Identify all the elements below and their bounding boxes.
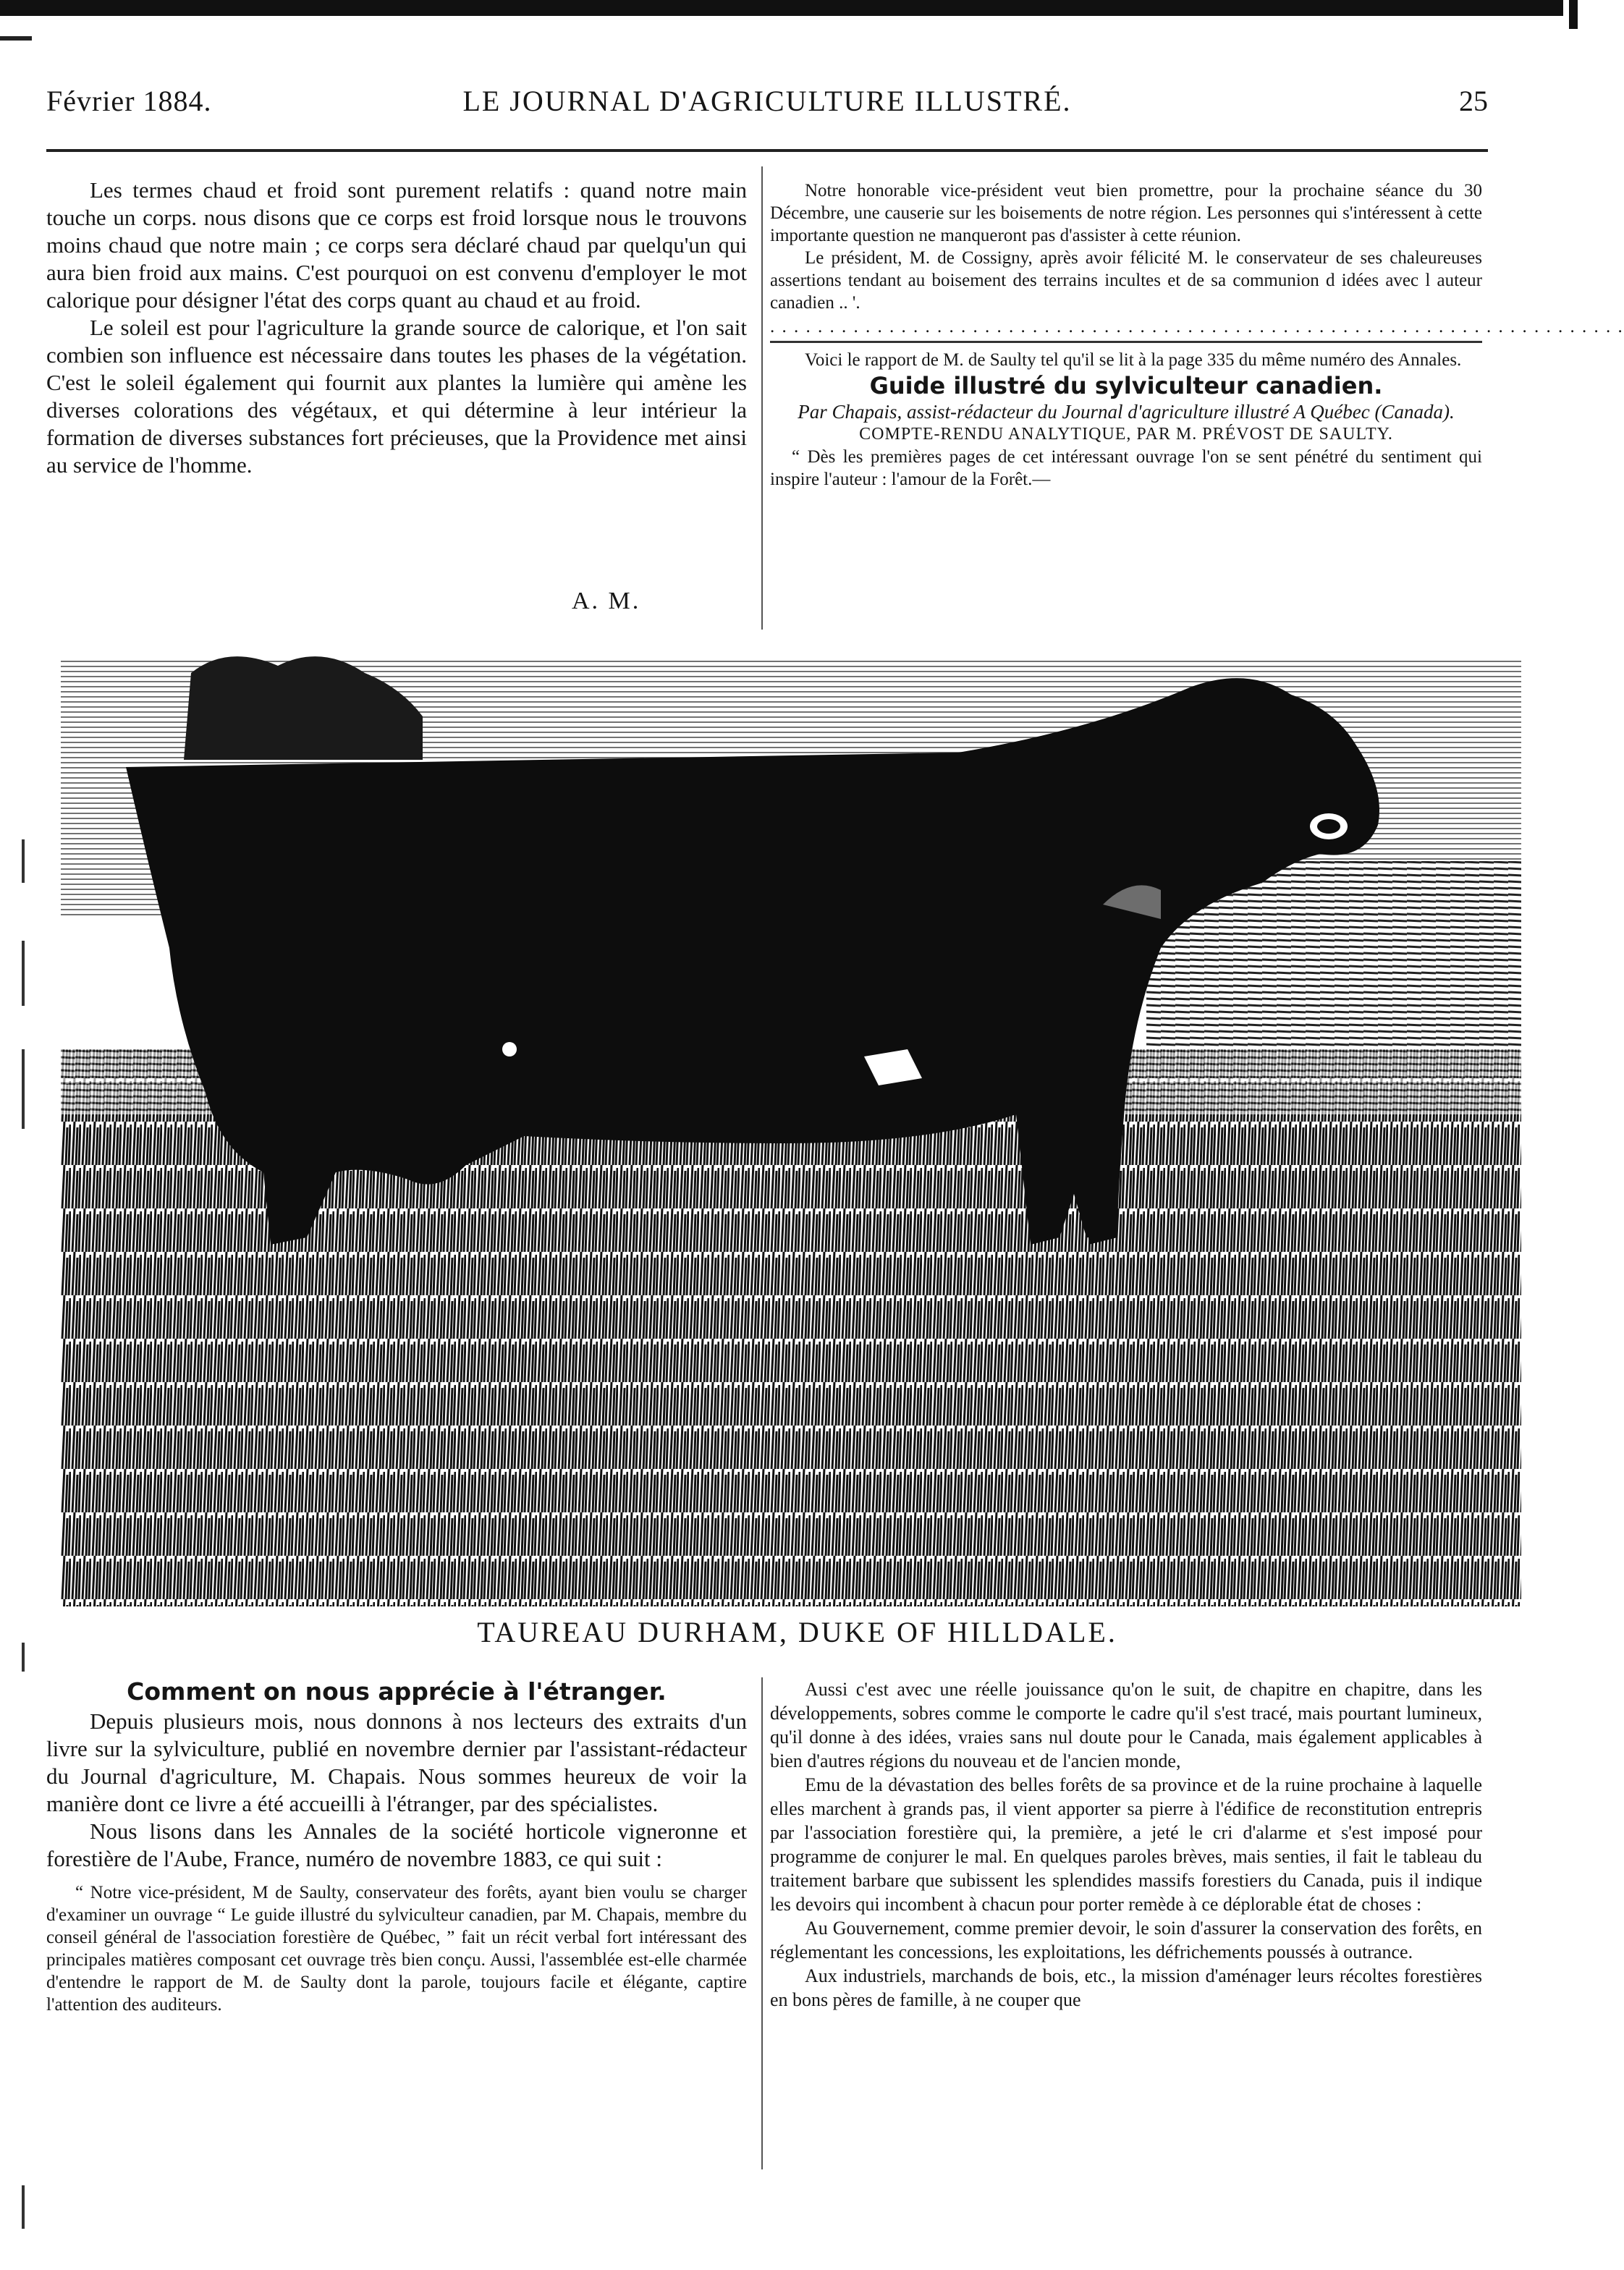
paragraph: Emu de la dévastation des belles forêts de sa province et de la ruine prochaine à laquelle elles marchent à grands pas, il vient apporter sa pierre à l'édifice de reconstitution entrepris par l'association forestière qui, la première, a jeté le cri d'alarme et s'est imposé pour programme de conjurer le mal. En quelques paroles brèves, mais senties, il fait le tableau du traitement barbare que subissent les splendides massifs forestiers du Canada, puis il indique les devoirs qui incombent à chacun pour porter remède à ce déplorable état de choses :	[770, 1774, 1482, 1915]
margin-mark	[22, 941, 25, 1006]
paragraph: Aux industriels, marchands de bois, etc., la mission d'aménager leurs récoltes forestières en bons pères de famille, à ne couper que	[770, 1965, 1482, 2010]
dotted-ellipsis: . . . . . . . . . . . . . . . . . . . . . . . . . . . . . . . . . . . . . . . . . . . . . . . . . . . . . . . . . . . . . . . . . . . . . . . .	[770, 317, 1624, 336]
header-rule	[46, 149, 1488, 152]
paragraph: Au Gouvernement, comme premier devoir, le soin d'assurer la conservation des forêts, en réglementant les concessions, les exploitations, les défrichements poussés à outrance.	[770, 1918, 1482, 1962]
corner-tick	[0, 36, 32, 41]
journal-title: LE JOURNAL D'AGRICULTURE ILLUSTRÉ.	[462, 85, 1072, 117]
paragraph: Le soleil est pour l'agriculture la grande source de calorique, et l'on sait combien son influence est nécessaire dans toutes les phases de la végétation. C'est le soleil également qui fournit aux plantes la lumière qui amène les diverses colorations des végétaux, et qui détermine à leur intérieur la formation de diverses substances fort précieuses, que la Providence met ainsi au service de l'homme.	[46, 315, 747, 478]
margin-mark	[22, 2185, 25, 2229]
article-appreciation	[46, 1676, 747, 2016]
page-number: 25	[1459, 85, 1488, 117]
bull-engraving	[61, 644, 1521, 1606]
quoted-report: “ Notre vice-président, M de Saulty, conservateur des forêts, ayant bien voulu se charger d'examiner un ouvrage “ Le guide illustré du sylviculteur canadien, par M. Chapais, membre du conseil général de l'association forestière de Québec, ” fait un récit verbal fort intéressant des principales matières composant cet ouvrage très bien conçu. Aussi, l'assemblée est-elle charmée d'entendre le rapport de M. de Saulty dont la parole, toujours facile et élégante, captire l'attention des auditeurs.	[46, 1883, 747, 2015]
paragraph: Aussi c'est avec une réelle jouissance qu'on le suit, de chapitre en chapitre, dans les développements, sobres comme le comporte le cadre qu'il s'est tracé, mais pourtant lumineux, qu'il donne à des idées, vraies sans nul doute pour le Canada, mais également applicables à bien d'autres régions du nouveau et de l'ancien monde,	[770, 1679, 1482, 1771]
paragraph: Notre honorable vice-président veut bien promettre, pour la prochaine séance du 30 Décembre, une causerie sur les boisements de notre région. Les personnes qui s'intéressent à cette importante question ne manqueront pas d'assister à cette réunion.	[770, 181, 1482, 245]
article-calorique	[46, 177, 747, 479]
paragraph: Voici le rapport de M. de Saulty tel qu'il se lit à la page 335 du même numéro des Annales.	[805, 350, 1462, 370]
article-guide-report	[770, 179, 1624, 491]
issue-date: Février 1884.	[46, 85, 212, 117]
margin-mark	[22, 1643, 25, 1672]
guide-byline: Par Chapais, assist-rédacteur du Journal d'agriculture illustré A Québec (Canada).	[798, 401, 1455, 423]
column-separator	[761, 1677, 763, 2169]
paragraph: Les termes chaud et froid sont purement relatifs : quand notre main touche un corps. nous disons que ce corps est froid lorsque nous le trouvons moins chaud que notre main ; ce corps sera déclaré chaud par quelqu'un qui aura bien froid aux mains. C'est pourquoi on est convenu d'employer le mot calorique pour désigner l'état des corps quant au chaud et au froid.	[46, 177, 747, 313]
paragraph: Le président, M. de Cossigny, après avoir félicité M. le conservateur de ses chaleureuses assertions tendant au boisement des terrains incultes et de sa communion d idées avec l auteur canadien .. '.	[770, 248, 1482, 313]
illustration-caption: TAUREAU DURHAM, DUKE OF HILLDALE.	[477, 1616, 1117, 1648]
article-heading: Comment on nous apprécie à l'étranger.	[127, 1677, 667, 1706]
page-header	[46, 84, 1488, 127]
paragraph: Depuis plusieurs mois, nous donnons à nos lecteurs des extraits d'un livre sur la sylviculture, publié en novembre dernier par l'assistant-rédacteur du Journal d'agriculture, M. Chapais. Nous sommes heureux de voir la manière dont ce livre a été accueilli à l'étranger, par des spécialistes.	[46, 1708, 747, 1816]
article-signature: A. M.	[572, 588, 641, 614]
paragraph: “ Dès les premières pages de cet intéressant ouvrage l'on se sent pénétré du sentiment qui inspire l'auteur : l'amour de la Forêt.—	[770, 447, 1482, 489]
paragraph: Nous lisons dans les Annales de la société horticole vigneronne et forestière de l'Aube, France, numéro de novembre 1883, ce qui suit :	[46, 1818, 747, 1871]
section-rule	[770, 341, 1482, 343]
corner-mark	[1569, 0, 1578, 29]
compte-rendu-heading: COMPTE-RENDU ANALYTIQUE, PAR M. PRÉVOST DE SAULTY.	[859, 425, 1393, 444]
column-separator	[761, 166, 763, 630]
margin-mark	[22, 839, 25, 883]
article-guide-review	[770, 1677, 1482, 2012]
guide-title: Guide illustré du sylviculteur canadien.	[869, 372, 1383, 399]
top-border-rule	[0, 0, 1563, 16]
margin-mark	[22, 1049, 25, 1129]
